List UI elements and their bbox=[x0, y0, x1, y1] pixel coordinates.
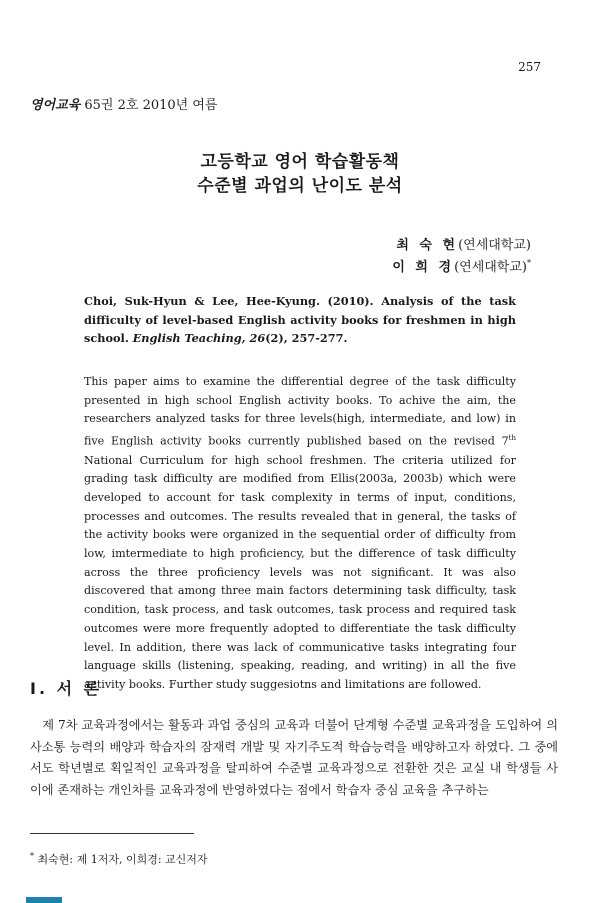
body-text: 제 7차 교육과정에서는 활동과 과업 중심의 교육과 더불어 단계형 수준별 교육과정을 도입하여 의사소통 능력의 배양과 학습자의 잠재력 개발 및 자기주도적 학습능력을 배양하고자 하였다. 그 중에서도 학년별로 획일적인 교육과정을 탈피하여 수준별 교육과정으로 전환한 것은 교실 내 학생들 사이에 존재하는 개인차를 교육과정에 반영하였다는 점에서 학습자 중심 교육을 추구하는 bbox=[30, 718, 558, 797]
journal-issue: 65권 2호 2010년 여름 bbox=[84, 98, 218, 113]
section-heading: I. 서 론 bbox=[30, 679, 103, 698]
footnote-mark: * bbox=[527, 258, 531, 268]
footnote-text: 최숙현: 제 1저자, 이희경: 교신저자 bbox=[34, 853, 208, 866]
citation-rest: (2), 257-277. bbox=[265, 331, 348, 345]
journal-name: 영어교육 bbox=[30, 98, 81, 113]
author-affiliation: (연세대학교) bbox=[454, 260, 527, 275]
abstract-part-1: This paper aims to examine the differential degree of the task difficulty presented in high school English activity books. To achive the aim, the researchers analyzed tasks for three levels(high, intermediate, and low) in five English activity books currently published based on the revised 7 bbox=[84, 375, 516, 448]
footnote-divider bbox=[30, 833, 194, 834]
citation-main: Choi, Suk-Hyun & Lee, Hee-Kyung. (2010). Analysis of the task difficulty of level-based English activity books for freshmen in high school. bbox=[84, 294, 516, 345]
author-name: 최 숙 현 bbox=[396, 238, 459, 253]
author-1 bbox=[396, 234, 531, 253]
title-line-2: 수준별 과업의 난이도 분석 bbox=[197, 176, 403, 196]
page-number: 257 bbox=[518, 60, 541, 74]
ordinal-suffix: th bbox=[508, 434, 516, 443]
footnote bbox=[30, 851, 208, 867]
body-paragraph bbox=[30, 715, 558, 801]
abstract-part-2: National Curriculum for high school freshmen. The criteria utilized for grading task difficulty are modified from Ellis(2003a, 2003b) which were developed to account for task complexity in terms of input, conditions, processes and outcomes. The results revealed that in general, the tasks of the activity books were organized in the sequential order of difficulty from low, imtermediate to high proficiency, but the difference of task difficulty across the three proficiency levels was not significant. It was also discovered that among three main factors determining task difficulty, task condition, task process, and task outcomes, task process and required task outcomes were more frequently adopted to differentiate the task difficulty level. In addition, there was lack of communicative tasks integrating four language skills (listening, speaking, reading, and writing) in all the five activity books. Further study suggesiotns and limitations are followed. bbox=[84, 453, 516, 691]
paper-title bbox=[0, 150, 600, 198]
author-name: 이 희 경 bbox=[392, 260, 455, 275]
footnote-marker: * bbox=[30, 851, 34, 861]
page-edge-mark bbox=[26, 897, 62, 903]
title-line-1: 고등학교 영어 학습활동책 bbox=[200, 152, 400, 172]
citation-journal: English Teaching, 26 bbox=[132, 331, 266, 345]
journal-header bbox=[30, 94, 217, 113]
abstract bbox=[84, 373, 516, 695]
author-affiliation: (연세대학교) bbox=[458, 238, 531, 253]
author-2 bbox=[392, 256, 531, 275]
citation bbox=[84, 292, 516, 348]
